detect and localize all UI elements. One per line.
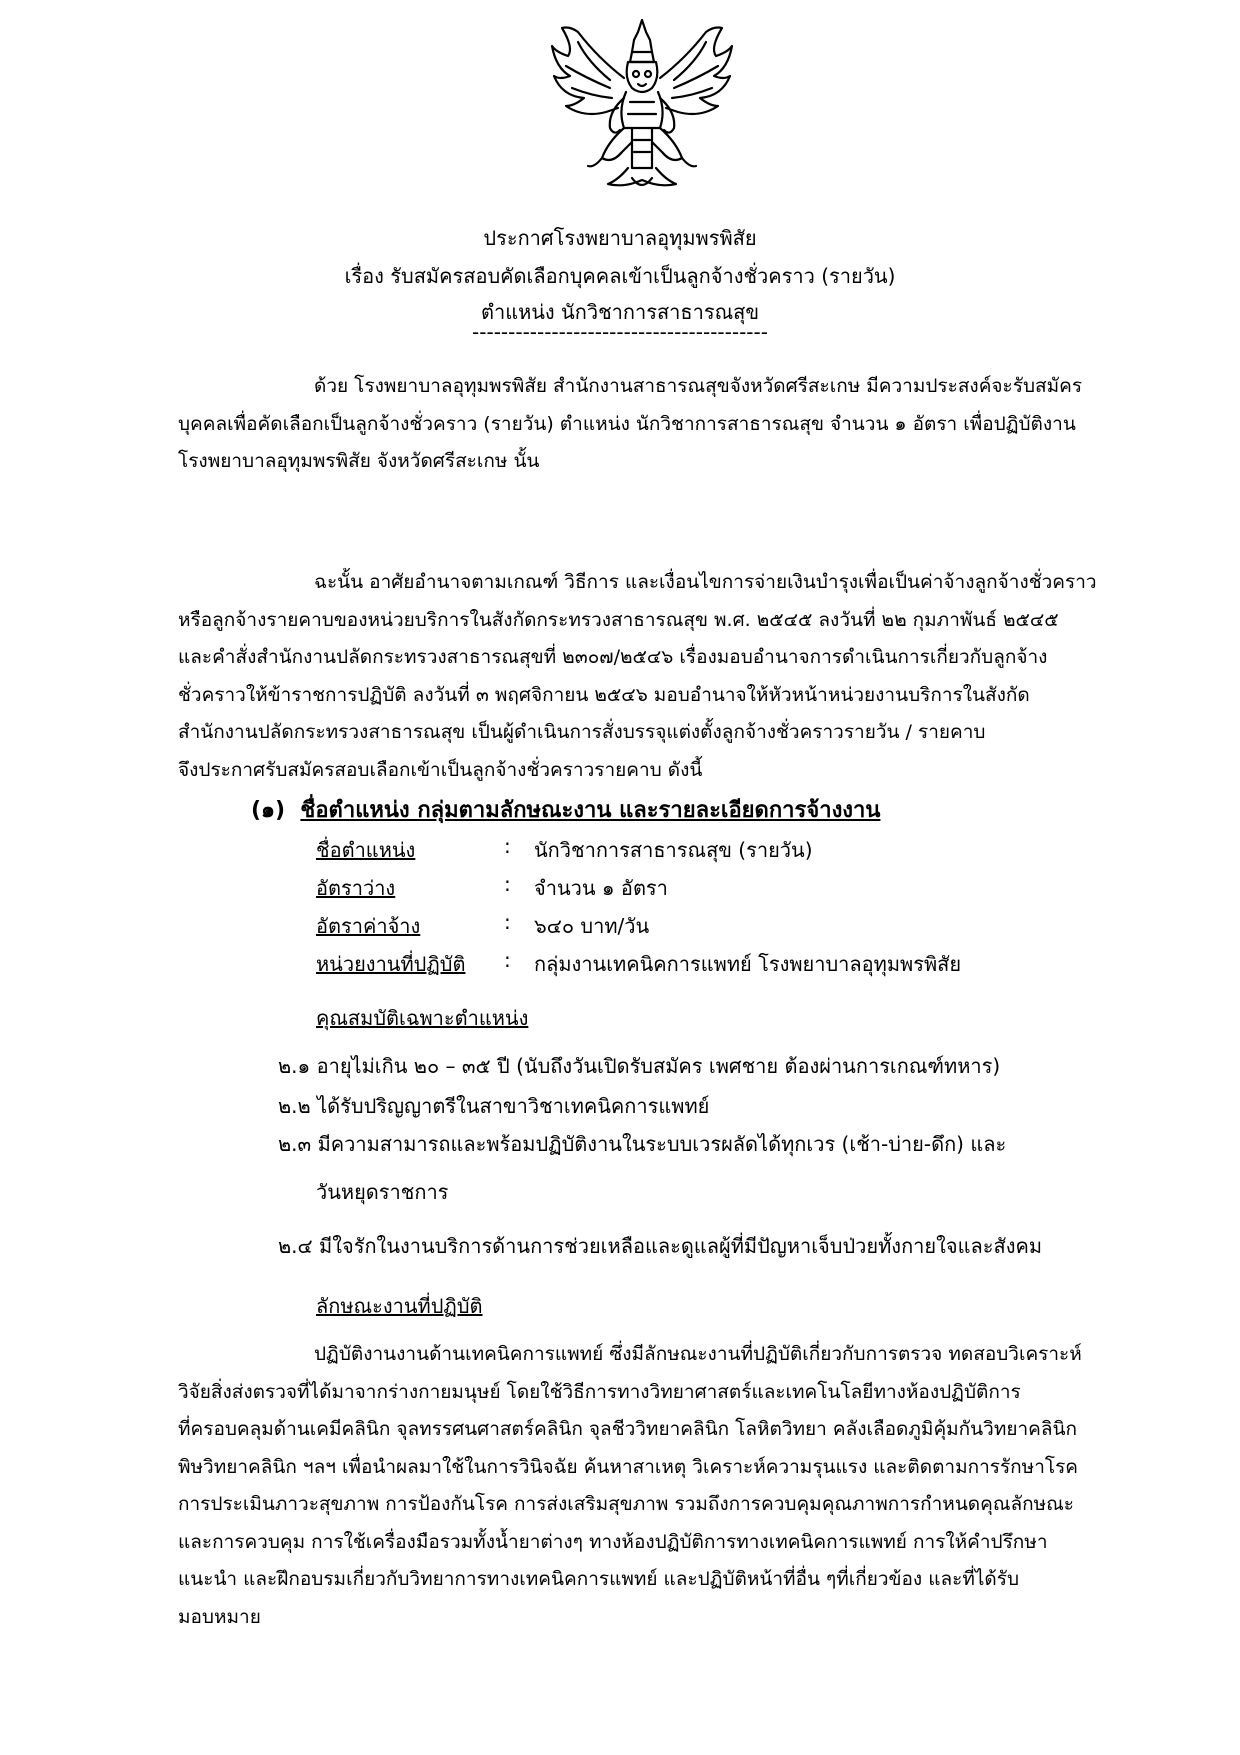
header-divider: ----------------------------------------- — [472, 320, 768, 344]
field-colon: : — [504, 872, 511, 896]
intro-line: ด้วย โรงพยาบาลอุทุมพรพิสัย สำนักงานสาธารณสุขจังหวัดศรีสะเกษ มีความประสงค์จะรับสมัคร — [314, 375, 1083, 397]
authority-line: หรือลูกจ้างรายคาบของหน่วยบริการในสังกัดกระทรวงสาธารณสุข พ.ศ. ๒๕๔๕ ลงวันที่ ๒๒ กุมภาพันธ์ ๒๕๔๕ — [178, 608, 1059, 631]
qualification-item: ๒.๓ มีความสามารถและพร้อมปฏิบัติงานในระบบเวรผลัดได้ทุกเวร (เช้า-บ่าย-ดึก) และ — [278, 1132, 1007, 1156]
duties-heading: ลักษณะงานที่ปฏิบัติ — [316, 1294, 483, 1318]
intro-line: โรงพยาบาลอุทุมพรพิสัย จังหวัดศรีสะเกษ นั้น — [178, 450, 540, 472]
duties-line: การประเมินภาวะสุขภาพ การป้องกันโรค การส่งเสริมสุขภาพ รวมถึงการควบคุมคุณภาพการกำหนดคุณลักษณะ — [178, 1493, 1074, 1515]
announcement-subject: เรื่อง รับสมัครสอบคัดเลือกบุคคลเข้าเป็นลูกจ้างชั่วคราว (รายวัน) — [344, 264, 896, 288]
field-value: ๖๔๐ บาท/วัน — [534, 914, 650, 938]
duties-line: แนะนำ และฝึกอบรมเกี่ยวกับวิทยาการทางเทคนิคการแพทย์ และปฏิบัติหน้าที่อื่น ๆที่เกี่ยวข้อง และที่ได้รับ — [178, 1568, 1020, 1590]
authority-line: จึงประกาศรับสมัครสอบเลือกเข้าเป็นลูกจ้างชั่วคราวรายคาบ ดังนี้ — [178, 758, 703, 781]
authority-line: ฉะนั้น อาศัยอำนาจตามเกณฑ์ วิธีการ และเงื่อนไขการจ่ายเงินบำรุงเพื่อเป็นค่าจ้างลูกจ้างชั่วคราว — [314, 571, 1097, 593]
qualification-item-continued: วันหยุดราชการ — [316, 1180, 449, 1204]
field-colon: : — [504, 834, 511, 858]
authority-line: และคำสั่งสำนักงานปลัดกระทรวงสาธารณสุขที่ ๒๓๐๗/๒๕๔๖ เรื่องมอบอำนาจการดำเนินการเกี่ยวกับลูกจ้าง — [178, 646, 1048, 668]
intro-line: บุคคลเพื่อคัดเลือกเป็นลูกจ้างชั่วคราว (รายวัน) ตำแหน่ง นักวิชาการสาธารณสุข จำนวน ๑ อัตรา เพื่อปฏิบัติงาน — [178, 412, 1076, 435]
intro-paragraph — [178, 368, 1142, 481]
duties-line: มอบหมาย — [178, 1605, 261, 1628]
qualification-item: ๒.๒ ได้รับปริญญาตรีในสาขาวิชาเทคนิคการแพทย์ — [278, 1094, 710, 1118]
announcement-position: ตำแหน่ง นักวิชาการสาธารณสุข — [480, 300, 760, 324]
field-colon: : — [504, 948, 511, 972]
qualification-item: ๒.๑ อายุไม่เกิน ๒๐ – ๓๕ ปี (นับถึงวันเปิดรับสมัคร เพศชาย ต้องผ่านการเกณฑ์ทหาร) — [278, 1054, 1001, 1078]
duties-line: พิษวิทยาคลินิก ฯลฯ เพื่อนำผลมาใช้ในการวินิจฉัย ค้นหาสาเหตุ วิเคราะห์ความรุนแรง และติดตามการรักษาโรค — [178, 1455, 1078, 1478]
qualification-item: ๒.๔ มีใจรักในงานบริการด้านการช่วยเหลือและดูแลผู้ที่มีปัญหาเจ็บป่วยทั้งกายใจและสังคม — [278, 1234, 1043, 1258]
field-colon: : — [504, 910, 511, 934]
announcement-title: ประกาศโรงพยาบาลอุทุมพรพิสัย — [483, 226, 757, 250]
section-title: ชื่อตำแหน่ง กลุ่มตามลักษณะงาน และรายละเอียดการจ้างงาน — [300, 798, 881, 823]
duties-line: และการควบคุม การใช้เครื่องมือรวมทั้งน้ำยาต่างๆ ทางห้องปฏิบัติการทางเทคนิคการแพทย์ การให้คำปรึกษา — [178, 1530, 1048, 1553]
section-1-heading — [251, 792, 880, 827]
field-value: กลุ่มงานเทคนิคการแพทย์ โรงพยาบาลอุทุมพรพิสัย — [534, 952, 962, 976]
field-value: จำนวน ๑ อัตรา — [534, 876, 668, 900]
field-label: ชื่อตำแหน่ง — [316, 838, 416, 862]
authority-line: สำนักงานปลัดกระทรวงสาธารณสุข เป็นผู้ดำเนินการสั่งบรรจุแต่งตั้งลูกจ้างชั่วคราวรายวัน / รายคาบ — [178, 721, 986, 743]
duties-line: วิจัยสิ่งส่งตรวจที่ได้มาจากร่างกายมนุษย์ โดยใช้วิธีการทางวิทยาศาสตร์และเทคโนโลยีทางห้องปฏิบัติการ — [178, 1380, 1021, 1403]
section-number: (๑) — [251, 798, 286, 823]
authority-paragraph — [178, 564, 1142, 789]
duties-paragraph — [178, 1336, 1142, 1636]
garuda-emblem-icon — [548, 18, 736, 194]
qualifications-heading: คุณสมบัติเฉพาะตำแหน่ง — [316, 1006, 529, 1030]
duties-line: ปฏิบัติงานงานด้านเทคนิคการแพทย์ ซึ่งมีลักษณะงานที่ปฏิบัติเกี่ยวกับการตรวจ ทดสอบวิเคราะห์ — [314, 1343, 1082, 1365]
field-label: หน่วยงานที่ปฏิบัติ — [316, 952, 466, 976]
authority-line: ชั่วคราวให้ข้าราชการปฏิบัติ ลงวันที่ ๓ พฤศจิกายน ๒๕๔๖ มอบอำนาจให้หัวหน้าหน่วยงานบริการในสังกัด — [178, 683, 1030, 706]
field-value: นักวิชาการสาธารณสุข (รายวัน) — [534, 838, 813, 862]
duties-line: ที่ครอบคลุมด้านเคมีคลินิก จุลทรรศนศาสตร์คลินิก จุลชีววิทยาคลินิก โลหิตวิทยา คลังเลือดภูมิคุ้มกันวิทยาคลินิก — [178, 1418, 1078, 1440]
field-label: อัตราค่าจ้าง — [316, 914, 421, 938]
field-label: อัตราว่าง — [316, 876, 396, 900]
